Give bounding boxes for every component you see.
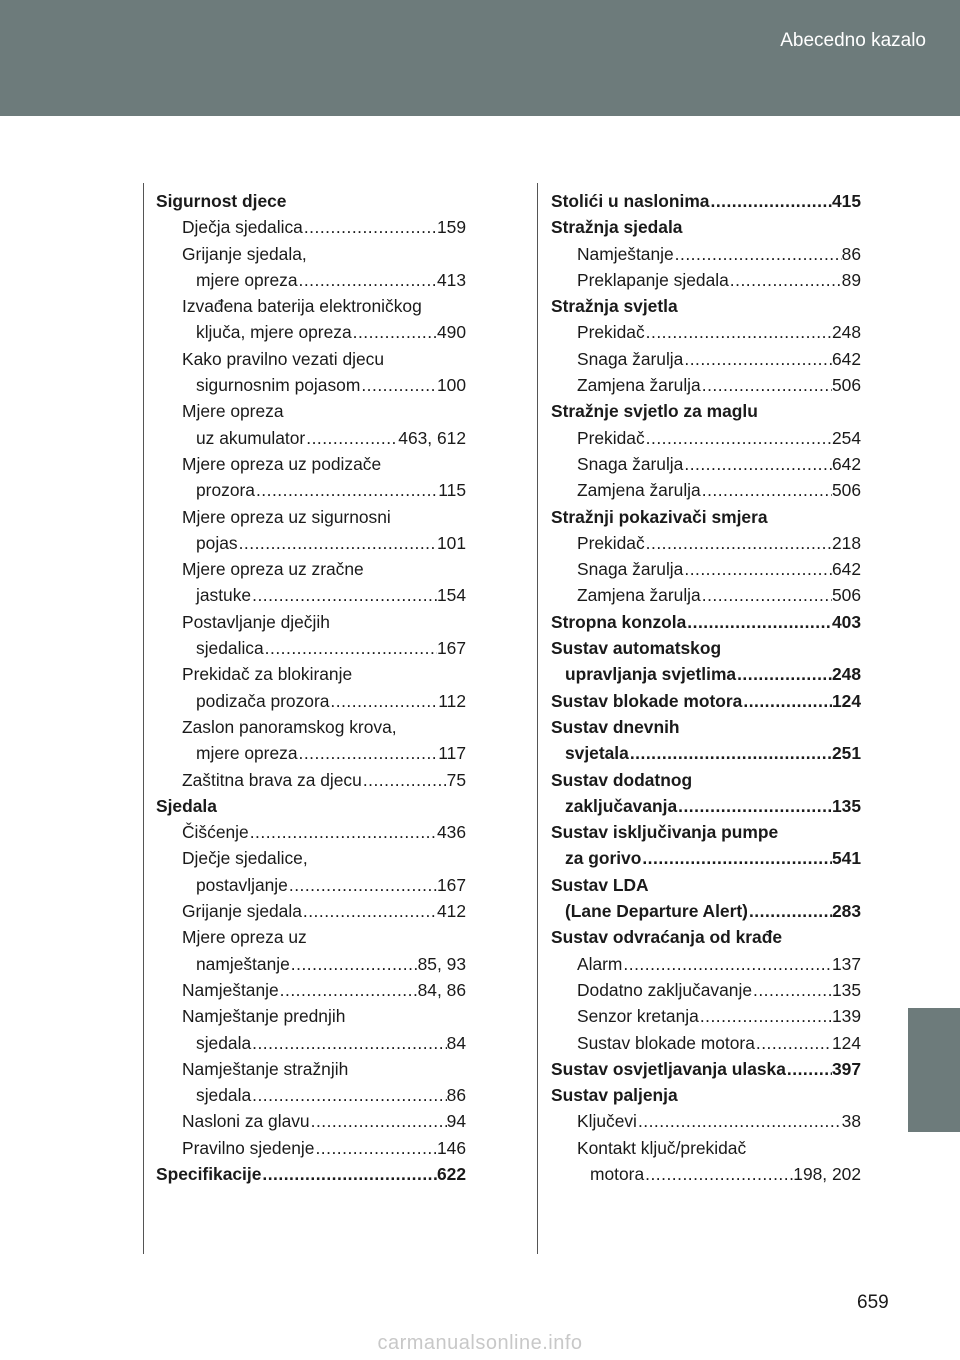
dot-leader xyxy=(683,346,832,372)
dot-leader xyxy=(622,951,832,977)
entry-text: Sustav automatskog xyxy=(551,638,722,659)
entry-text: Sustav LDA xyxy=(551,874,649,895)
index-entry xyxy=(551,451,861,477)
entry-page-ref: 198, 202 xyxy=(793,1163,861,1184)
index-entry xyxy=(156,845,466,871)
entry-text: Sustav blokade motora xyxy=(577,1032,755,1053)
entry-text: sigurnosnim pojasom xyxy=(196,375,361,396)
index-entry xyxy=(156,819,466,845)
index-entry xyxy=(551,319,861,345)
entry-page-ref: 139 xyxy=(831,1006,861,1027)
entry-page-ref: 146 xyxy=(436,1137,466,1158)
entry-text: podizača prozora xyxy=(196,690,330,711)
entry-text: svjetala xyxy=(565,743,629,764)
entry-page-ref: 137 xyxy=(831,953,861,974)
entry-text: Sustav isključivanja pumpe xyxy=(551,822,779,843)
dot-leader xyxy=(644,1161,793,1187)
entry-text: Zamjena žarulja xyxy=(577,375,701,396)
entry-page-ref: 403 xyxy=(831,611,861,632)
dot-leader xyxy=(251,582,437,608)
dot-leader xyxy=(701,477,832,503)
dot-leader xyxy=(314,1135,437,1161)
entry-page-ref: 642 xyxy=(831,348,861,369)
index-entry xyxy=(156,267,466,293)
dot-leader xyxy=(674,241,842,267)
center-column-rule xyxy=(537,183,538,1254)
index-entry xyxy=(156,1003,466,1029)
entry-text: Alarm xyxy=(577,953,623,974)
index-entry xyxy=(156,661,466,687)
watermark: carmanualsonline.info xyxy=(377,1332,583,1354)
entry-text: postavljanje xyxy=(196,874,288,895)
entry-text: uz akumulator xyxy=(196,427,306,448)
index-entry xyxy=(156,1030,466,1056)
dot-leader xyxy=(729,267,842,293)
entry-page-ref: 541 xyxy=(831,848,861,869)
index-entry xyxy=(156,635,466,661)
entry-text: za gorivo xyxy=(565,848,642,869)
entry-text: Stražnje svjetlo za maglu xyxy=(551,401,758,422)
entry-page-ref: 75 xyxy=(446,769,466,790)
index-entry xyxy=(551,661,861,687)
entry-text: Zamjena žarulja xyxy=(577,480,701,501)
index-entry xyxy=(551,845,861,871)
entry-text: Nasloni za glavu xyxy=(182,1111,310,1132)
index-entry xyxy=(551,977,861,1003)
dot-leader xyxy=(786,1056,832,1082)
entry-page-ref: 642 xyxy=(831,453,861,474)
dot-leader xyxy=(302,898,437,924)
dot-leader xyxy=(362,767,447,793)
entry-page-ref: 100 xyxy=(436,375,466,396)
index-heading xyxy=(551,188,861,214)
index-heading xyxy=(156,793,466,819)
entry-page-ref: 84 xyxy=(446,1032,466,1053)
entry-text: ključa, mjere opreza xyxy=(196,322,352,343)
entry-text: Senzor kretanja xyxy=(577,1006,699,1027)
index-heading xyxy=(551,635,861,661)
index-heading xyxy=(156,1161,466,1187)
entry-text: Sustav blokade motora xyxy=(551,690,743,711)
page-number: 659 xyxy=(857,1292,889,1313)
index-entry xyxy=(551,898,861,924)
entry-text: Sustav osvjetljavanja ulaska xyxy=(551,1058,786,1079)
entry-text: Pravilno sjedenje xyxy=(182,1137,315,1158)
index-entry xyxy=(156,1056,466,1082)
index-heading xyxy=(156,188,466,214)
entry-page-ref: 89 xyxy=(841,269,861,290)
dot-leader xyxy=(701,372,832,398)
dot-leader xyxy=(288,872,437,898)
index-entry xyxy=(156,714,466,740)
entry-text: upravljanja svjetlima xyxy=(565,664,737,685)
index-heading xyxy=(551,214,861,240)
dot-leader xyxy=(255,477,438,503)
index-entry xyxy=(551,951,861,977)
entry-page-ref: 436 xyxy=(436,822,466,843)
index-entry xyxy=(156,924,466,950)
entry-page-ref: 135 xyxy=(831,795,861,816)
dot-leader xyxy=(298,740,439,766)
index-column-left xyxy=(156,188,466,1187)
entry-page-ref: 117 xyxy=(438,743,466,764)
index-heading xyxy=(551,504,861,530)
entry-page-ref: 415 xyxy=(831,191,861,211)
entry-text: Stolići u naslonima xyxy=(551,191,710,211)
dot-leader xyxy=(699,1003,832,1029)
index-entry xyxy=(551,1161,861,1187)
entry-text: Mjere opreza xyxy=(182,401,284,422)
entry-text: Kontakt ključ/prekidač xyxy=(577,1137,747,1158)
dot-leader xyxy=(683,451,832,477)
index-entry xyxy=(156,346,466,372)
entry-text: Specifikacije xyxy=(156,1163,262,1184)
dot-leader xyxy=(709,188,832,214)
entry-page-ref: 283 xyxy=(831,901,861,922)
dot-leader xyxy=(748,898,832,924)
index-entry xyxy=(156,425,466,451)
entry-text: Zaslon panoramskog krova, xyxy=(182,716,397,737)
entry-page-ref: 642 xyxy=(831,559,861,580)
entry-page-ref: 506 xyxy=(831,585,861,606)
entry-text: Namještanje xyxy=(182,979,279,1000)
index-entry xyxy=(156,530,466,556)
index-column-right xyxy=(551,188,861,1187)
index-entry xyxy=(156,872,466,898)
entry-text: Sustav dnevnih xyxy=(551,716,680,737)
entry-text: Namještanje prednjih xyxy=(182,1006,346,1027)
dot-leader xyxy=(303,214,437,240)
dot-leader xyxy=(677,793,832,819)
chapter-thumb-tab xyxy=(908,1008,960,1132)
entry-page-ref: 154 xyxy=(436,585,466,606)
index-heading xyxy=(551,1082,861,1108)
dot-leader xyxy=(755,1030,832,1056)
entry-text: Dječja sjedalica xyxy=(182,217,303,238)
index-heading xyxy=(551,714,861,740)
entry-page-ref: 463, 612 xyxy=(398,427,466,448)
dot-leader xyxy=(360,372,437,398)
entry-text: Izvađena baterija elektroničkog xyxy=(182,296,422,317)
entry-text: Grijanje sjedala, xyxy=(182,243,307,264)
index-entry xyxy=(156,1108,466,1134)
entry-text: Prekidač za blokiranje xyxy=(182,664,353,685)
index-entry xyxy=(551,582,861,608)
dot-leader xyxy=(249,819,437,845)
entry-page-ref: 622 xyxy=(436,1163,466,1184)
dot-leader xyxy=(329,688,438,714)
dot-leader xyxy=(645,425,832,451)
entry-text: Čišćenje xyxy=(182,822,249,843)
entry-text: sjedala xyxy=(196,1032,252,1053)
dot-leader xyxy=(279,977,418,1003)
index-entry xyxy=(156,451,466,477)
entry-page-ref: 124 xyxy=(831,1032,861,1053)
entry-text: Mjere opreza uz zračne xyxy=(182,559,364,580)
section-title: Abecedno kazalo xyxy=(780,30,926,51)
dot-leader xyxy=(645,319,832,345)
index-heading xyxy=(551,293,861,319)
dot-leader xyxy=(629,740,832,766)
entry-text: Snaga žarulja xyxy=(577,348,684,369)
entry-page-ref: 413 xyxy=(436,269,466,290)
entry-page-ref: 112 xyxy=(438,690,466,711)
entry-text: namještanje xyxy=(196,953,290,974)
dot-leader xyxy=(736,661,832,687)
entry-page-ref: 167 xyxy=(436,638,466,659)
entry-text: pojas xyxy=(196,532,238,553)
entry-page-ref: 251 xyxy=(831,743,861,764)
index-entry xyxy=(551,1108,861,1134)
index-entry xyxy=(551,556,861,582)
entry-text: Stražnja svjetla xyxy=(551,296,678,317)
entry-text: Ključevi xyxy=(577,1111,637,1132)
dot-leader xyxy=(310,1108,447,1134)
dot-leader xyxy=(251,1030,447,1056)
entry-text: sjedalica xyxy=(196,638,264,659)
index-entry xyxy=(551,740,861,766)
index-heading xyxy=(551,1056,861,1082)
dot-leader xyxy=(683,556,832,582)
dot-leader xyxy=(686,609,832,635)
entry-page-ref: 490 xyxy=(436,322,466,343)
entry-text: Prekidač xyxy=(577,532,645,553)
entry-text: Namještanje xyxy=(577,243,674,264)
header-band xyxy=(0,0,960,116)
entry-text: Zamjena žarulja xyxy=(577,585,701,606)
entry-text: prozora xyxy=(196,480,255,501)
dot-leader xyxy=(352,319,437,345)
entry-text: Stropna konzola xyxy=(551,611,687,632)
dot-leader xyxy=(290,951,418,977)
index-entry xyxy=(156,504,466,530)
entry-text: Kako pravilno vezati djecu xyxy=(182,348,385,369)
entry-page-ref: 254 xyxy=(831,427,861,448)
entry-page-ref: 86 xyxy=(446,1085,466,1106)
index-entry xyxy=(156,688,466,714)
index-entry xyxy=(156,767,466,793)
entry-page-ref: 159 xyxy=(436,217,466,238)
entry-page-ref: 167 xyxy=(436,874,466,895)
entry-text: Snaga žarulja xyxy=(577,559,684,580)
entry-page-ref: 412 xyxy=(436,901,466,922)
entry-page-ref: 135 xyxy=(831,979,861,1000)
entry-page-ref: 38 xyxy=(841,1111,861,1132)
entry-page-ref: 84, 86 xyxy=(417,979,466,1000)
entry-text: Mjere opreza uz sigurnosni xyxy=(182,506,391,527)
index-entry xyxy=(156,951,466,977)
index-heading xyxy=(551,924,861,950)
index-entry xyxy=(156,319,466,345)
entry-text: motora xyxy=(590,1163,645,1184)
entry-text: Dječje sjedalice, xyxy=(182,848,308,869)
index-entry xyxy=(551,477,861,503)
entry-page-ref: 94 xyxy=(446,1111,466,1132)
entry-text: Stražnji pokazivači smjera xyxy=(551,506,768,527)
entry-page-ref: 124 xyxy=(831,690,861,711)
index-entry xyxy=(551,372,861,398)
entry-text: Sigurnost djece xyxy=(156,191,287,211)
dot-leader xyxy=(305,425,398,451)
entry-page-ref: 248 xyxy=(831,322,861,343)
entry-text: zaključavanja xyxy=(565,795,678,816)
index-entry xyxy=(156,556,466,582)
dot-leader xyxy=(637,1108,842,1134)
entry-page-ref: 506 xyxy=(831,480,861,501)
index-entry xyxy=(156,582,466,608)
index-heading xyxy=(551,819,861,845)
index-entry xyxy=(156,609,466,635)
dot-leader xyxy=(742,688,832,714)
dot-leader xyxy=(238,530,437,556)
dot-leader xyxy=(261,1161,437,1187)
index-heading xyxy=(551,767,861,793)
index-heading xyxy=(551,872,861,898)
entry-page-ref: 101 xyxy=(436,532,466,553)
index-entry xyxy=(156,898,466,924)
entry-text: Sustav paljenja xyxy=(551,1085,678,1106)
entry-text: sjedala xyxy=(196,1085,252,1106)
left-column-rule xyxy=(143,183,144,1254)
index-entry xyxy=(156,372,466,398)
entry-page-ref: 115 xyxy=(438,480,466,501)
entry-text: Sustav dodatnog xyxy=(551,769,693,790)
index-entry xyxy=(156,293,466,319)
entry-page-ref: 506 xyxy=(831,375,861,396)
index-heading xyxy=(551,688,861,714)
entry-text: Mjere opreza uz podizače xyxy=(182,453,382,474)
entry-text: Postavljanje dječjih xyxy=(182,611,330,632)
index-entry xyxy=(156,977,466,1003)
index-entry xyxy=(156,241,466,267)
entry-page-ref: 85, 93 xyxy=(417,953,466,974)
dot-leader xyxy=(251,1082,447,1108)
index-entry xyxy=(551,793,861,819)
index-entry xyxy=(551,530,861,556)
entry-page-ref: 86 xyxy=(841,243,861,264)
dot-leader xyxy=(264,635,437,661)
entry-text: Mjere opreza uz xyxy=(182,927,307,948)
index-entry xyxy=(156,740,466,766)
dot-leader xyxy=(298,267,437,293)
index-entry xyxy=(551,1030,861,1056)
index-entry xyxy=(156,477,466,503)
index-heading xyxy=(551,398,861,424)
index-entry xyxy=(156,214,466,240)
index-entry xyxy=(156,398,466,424)
dot-leader xyxy=(752,977,832,1003)
entry-page-ref: 218 xyxy=(831,532,861,553)
entry-text: Zaštitna brava za djecu xyxy=(182,769,362,790)
entry-text: Sjedala xyxy=(156,795,217,816)
dot-leader xyxy=(641,845,832,871)
entry-text: (Lane Departure Alert) xyxy=(565,901,748,922)
index-entry xyxy=(156,1082,466,1108)
entry-text: Sustav odvraćanja od krađe xyxy=(551,927,783,948)
entry-text: Grijanje sjedala xyxy=(182,901,302,922)
index-entry xyxy=(551,425,861,451)
index-entry xyxy=(551,267,861,293)
index-entry xyxy=(156,1135,466,1161)
entry-text: Stražnja sjedala xyxy=(551,217,683,238)
entry-text: Dodatno zaključavanje xyxy=(577,979,752,1000)
entry-page-ref: 397 xyxy=(831,1058,861,1079)
dot-leader xyxy=(645,530,832,556)
entry-page-ref: 248 xyxy=(831,664,861,685)
entry-text: mjere opreza xyxy=(196,743,298,764)
entry-text: Prekidač xyxy=(577,322,645,343)
entry-text: Prekidač xyxy=(577,427,645,448)
entry-text: Namještanje stražnjih xyxy=(182,1058,349,1079)
index-entry xyxy=(551,241,861,267)
index-entry xyxy=(551,1135,861,1161)
entry-text: mjere opreza xyxy=(196,269,298,290)
index-entry xyxy=(551,346,861,372)
entry-text: Snaga žarulja xyxy=(577,453,684,474)
entry-text: Preklapanje sjedala xyxy=(577,269,729,290)
dot-leader xyxy=(701,582,832,608)
entry-text: jastuke xyxy=(196,585,252,606)
index-heading xyxy=(551,609,861,635)
index-entry xyxy=(551,1003,861,1029)
